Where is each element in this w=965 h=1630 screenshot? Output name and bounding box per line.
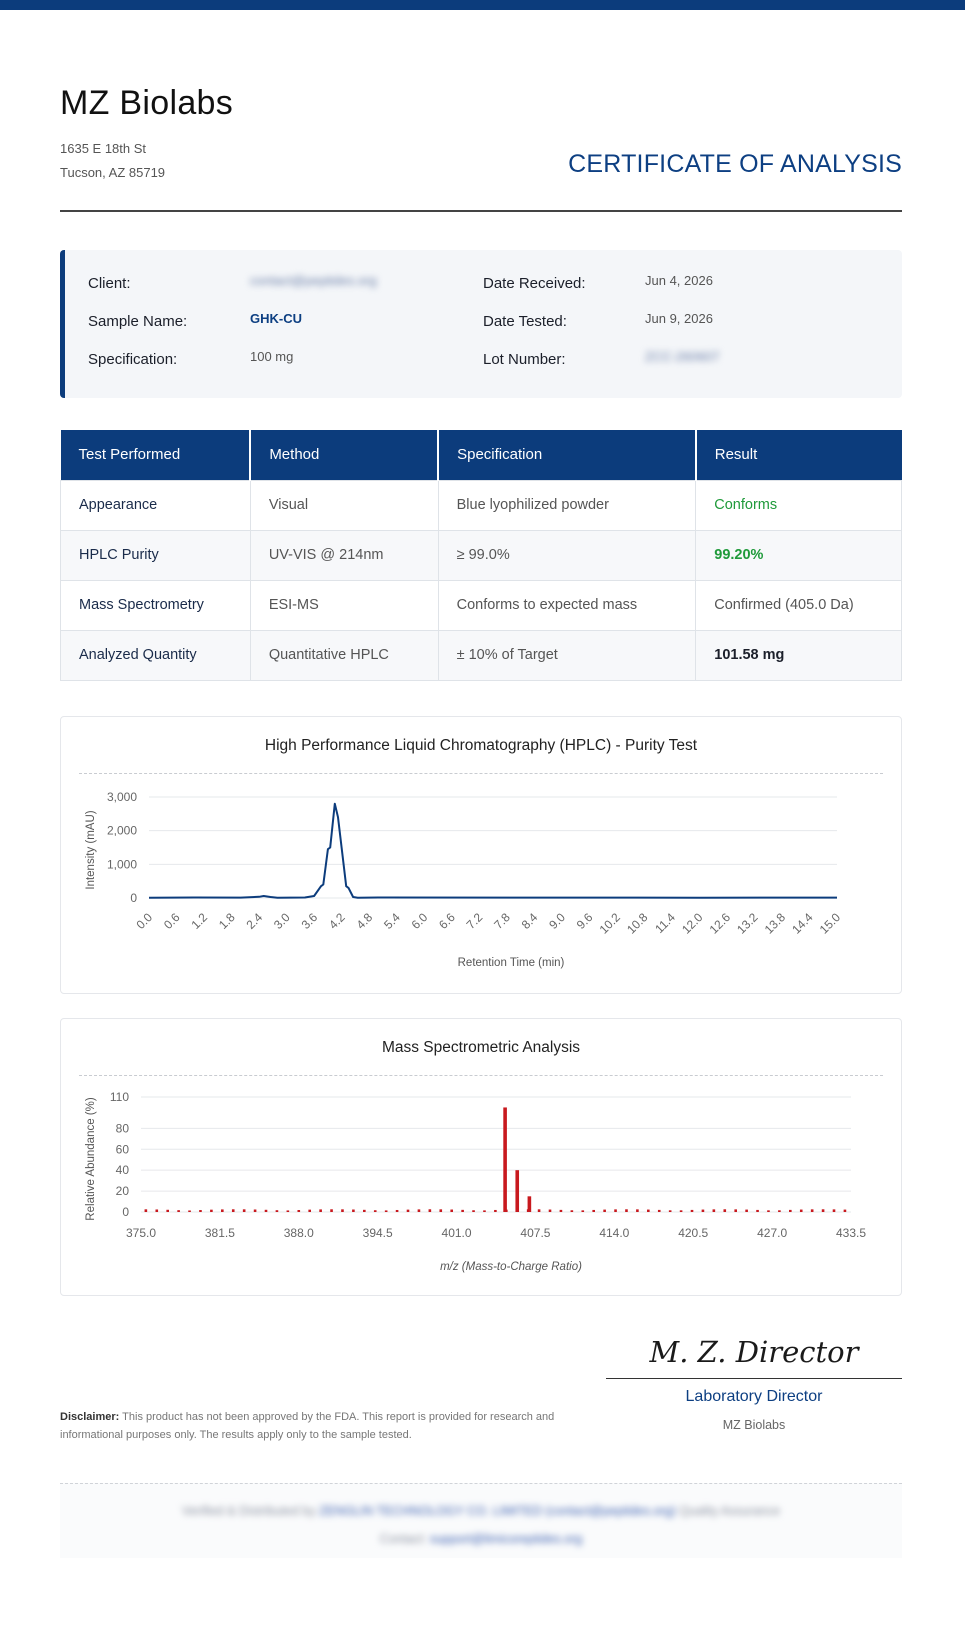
ms-noise-bar	[614, 1209, 617, 1212]
header-test-performed: Test Performed	[61, 430, 251, 480]
cell-test: HPLC Purity	[61, 530, 251, 580]
hplc-x-tick-label: 5.4	[381, 910, 403, 932]
footer-distributor-text: Verified & Distributed by	[182, 1504, 316, 1518]
header-specification: Specification	[438, 430, 696, 480]
ms-noise-bar	[374, 1210, 377, 1212]
footer	[60, 1483, 902, 1558]
disclaimer	[60, 1408, 570, 1444]
ms-noise-bar	[636, 1209, 639, 1212]
ms-noise-bar	[461, 1210, 464, 1212]
ms-noise-bar	[756, 1210, 759, 1212]
ms-noise-bar	[210, 1210, 213, 1212]
hplc-x-tick-label: 12.0	[679, 910, 706, 937]
ms-noise-bar	[822, 1209, 825, 1212]
ms-noise-bar	[341, 1209, 344, 1212]
ms-noise-bar	[833, 1209, 836, 1212]
hplc-x-tick-label: 10.8	[624, 910, 651, 937]
ms-noise-bar	[691, 1210, 694, 1212]
ms-noise-bar	[145, 1209, 148, 1212]
ms-noise-bar	[319, 1209, 322, 1212]
disclaimer-label: Disclaimer:	[60, 1411, 120, 1423]
cell-test: Appearance	[61, 480, 251, 530]
table-row	[61, 630, 902, 680]
header-divider	[60, 210, 902, 212]
date-received-label: Date Received:	[483, 275, 586, 292]
ms-y-tick-label: 0	[122, 1205, 129, 1219]
hplc-x-tick-label: 13.2	[734, 910, 761, 937]
hplc-chart-card	[60, 716, 902, 994]
footer-distributor-link[interactable]: ZENGLIN TECHNOLOGY CO. LIMITED (contact@peptides.org)	[318, 1504, 676, 1518]
ms-noise-bar	[155, 1209, 158, 1212]
cell-specification: ≥ 99.0%	[438, 530, 696, 580]
director-signature: M. Z. Director	[649, 1335, 859, 1369]
specification-label: Specification:	[88, 351, 178, 368]
hplc-x-tick-label: 4.2	[326, 910, 348, 932]
results-table	[60, 430, 902, 681]
ms-noise-bar	[330, 1209, 333, 1212]
ms-noise-bar	[308, 1210, 311, 1212]
ms-noise-bar	[221, 1209, 224, 1212]
ms-noise-bar	[450, 1210, 453, 1212]
hplc-x-tick-label: 11.4	[652, 910, 679, 937]
signature-line	[606, 1378, 902, 1379]
hplc-y-tick-label: 1,000	[106, 857, 137, 872]
hplc-x-tick-label: 9.6	[573, 910, 596, 932]
client-value: contact@peptides.org	[250, 273, 377, 288]
ms-noise-bar	[571, 1210, 574, 1212]
ms-noise-bar	[603, 1210, 606, 1212]
ms-noise-bar	[789, 1210, 792, 1212]
date-tested-value: Jun 9, 2026	[645, 311, 713, 326]
cell-method: UV-VIS @ 214nm	[250, 530, 438, 580]
hplc-x-tick-label: 1.2	[188, 910, 211, 932]
ms-noise-bar	[177, 1210, 180, 1212]
mass-spec-chart	[61, 1019, 903, 1297]
header-method: Method	[250, 430, 438, 480]
hplc-x-tick-label: 9.0	[546, 910, 568, 932]
ms-noise-bar	[647, 1210, 650, 1212]
ms-noise-bar	[800, 1210, 803, 1212]
ms-y-tick-label: 40	[115, 1163, 129, 1178]
ms-x-tick-label: 388.0	[283, 1226, 314, 1240]
ms-x-tick-label: 427.0	[757, 1226, 788, 1240]
ms-noise-bar	[745, 1210, 748, 1212]
ms-x-axis-title: m/z (Mass-to-Charge Ratio)	[440, 1261, 582, 1273]
signatory-company: MZ Biolabs	[722, 1418, 786, 1432]
hplc-x-tick-label: 14.4	[789, 910, 816, 937]
ms-noise-bar	[669, 1210, 672, 1212]
hplc-x-tick-label: 10.2	[596, 910, 623, 937]
hplc-series-line	[149, 804, 837, 898]
ms-noise-bar	[439, 1209, 442, 1212]
ms-x-tick-label: 375.0	[125, 1226, 157, 1240]
cell-result: 99.20%	[696, 530, 902, 580]
table-row	[61, 530, 902, 580]
ms-noise-bar	[232, 1209, 235, 1212]
ms-noise-bar	[844, 1210, 847, 1212]
mass-spec-chart-title: Mass Spectrometric Analysis	[381, 1039, 581, 1056]
address-line-1: 1635 E 18th St	[60, 141, 147, 156]
ms-peak-bar	[503, 1107, 507, 1212]
ms-y-tick-label: 20	[115, 1184, 129, 1199]
ms-noise-bar	[429, 1209, 432, 1212]
hplc-y-tick-label: 0	[130, 891, 137, 905]
sample-name-value: GHK-CU	[250, 311, 302, 326]
ms-x-tick-label: 433.5	[835, 1226, 867, 1240]
cell-result: Confirmed (405.0 Da)	[696, 580, 902, 630]
hplc-x-tick-label: 0.0	[133, 910, 156, 932]
hplc-x-tick-label: 6.0	[408, 910, 431, 932]
footer-contact-text: Contact:	[379, 1532, 427, 1546]
hplc-chart-title: High Performance Liquid Chromatography (HPLC) - Purity Test	[264, 737, 698, 754]
ms-y-tick-label: 60	[115, 1142, 129, 1157]
cell-test: Mass Spectrometry	[61, 580, 251, 630]
footer-line-2	[60, 1532, 902, 1546]
hplc-x-tick-label: 4.8	[353, 910, 376, 932]
lot-number-label: Lot Number:	[483, 351, 566, 368]
ms-noise-bar	[625, 1209, 628, 1212]
ms-x-tick-label: 381.5	[204, 1226, 235, 1240]
cell-result: 101.58 mg	[696, 630, 902, 680]
ms-noise-bar	[560, 1210, 563, 1212]
hplc-x-tick-label: 2.4	[243, 910, 266, 932]
ms-x-tick-label: 401.0	[441, 1226, 472, 1240]
ms-noise-bar	[734, 1209, 737, 1212]
hplc-x-tick-label: 15.0	[816, 910, 844, 937]
ms-x-tick-label: 414.0	[599, 1226, 630, 1240]
client-label: Client:	[88, 275, 131, 292]
sample-info-panel	[60, 250, 902, 398]
ms-noise-bar	[385, 1210, 388, 1212]
ms-noise-bar	[680, 1210, 683, 1212]
company-name: MZ Biolabs	[60, 84, 234, 122]
date-tested-label: Date Tested:	[483, 313, 567, 330]
lot-number-value: ZCC-260607	[645, 349, 720, 364]
ms-noise-bar	[287, 1210, 290, 1212]
sample-name-label: Sample Name:	[88, 313, 188, 330]
signatory-title: Laboratory Director	[685, 1388, 823, 1405]
results-header-row	[61, 430, 902, 480]
cell-method: Quantitative HPLC	[250, 630, 438, 680]
ms-x-tick-label: 420.5	[678, 1226, 709, 1240]
ms-noise-bar	[483, 1210, 486, 1212]
hplc-y-tick-label: 2,000	[106, 823, 137, 838]
hplc-x-tick-label: 0.6	[160, 910, 183, 932]
cell-specification: Blue lyophilized powder	[438, 480, 696, 530]
cell-test: Analyzed Quantity	[61, 630, 251, 680]
ms-peak-bar	[528, 1196, 532, 1212]
table-row	[61, 580, 902, 630]
header-result: Result	[696, 430, 902, 480]
ms-noise-bar	[713, 1209, 716, 1212]
ms-y-tick-label: 80	[115, 1121, 129, 1136]
ms-noise-bar	[538, 1209, 541, 1212]
cell-method: Visual	[250, 480, 438, 530]
ms-x-tick-label: 394.5	[362, 1226, 393, 1240]
ms-noise-bar	[199, 1210, 202, 1212]
ms-noise-bar	[472, 1210, 475, 1212]
cell-specification: Conforms to expected mass	[438, 580, 696, 630]
hplc-x-tick-label: 13.8	[761, 910, 789, 937]
ms-noise-bar	[723, 1209, 726, 1212]
ms-noise-bar	[581, 1210, 584, 1212]
ms-noise-bar	[418, 1209, 421, 1212]
top-accent-bar	[0, 0, 965, 10]
ms-noise-bar	[549, 1210, 552, 1212]
ms-noise-bar	[396, 1210, 399, 1212]
ms-peak-bar	[515, 1170, 519, 1212]
ms-noise-bar	[407, 1210, 410, 1212]
hplc-x-tick-label: 12.6	[706, 910, 734, 937]
cell-specification: ± 10% of Target	[438, 630, 696, 680]
table-row	[61, 480, 902, 530]
ms-noise-bar	[658, 1210, 661, 1212]
ms-noise-bar	[702, 1210, 705, 1212]
footer-line-1	[60, 1504, 902, 1518]
ms-noise-bar	[767, 1210, 770, 1212]
ms-noise-bar	[276, 1210, 279, 1212]
ms-noise-bar	[494, 1210, 497, 1212]
ms-noise-bar	[363, 1210, 366, 1212]
address-line-2: Tucson, AZ 85719	[60, 165, 166, 180]
ms-noise-bar	[297, 1210, 300, 1212]
ms-noise-bar	[592, 1210, 595, 1212]
hplc-y-axis-title: Intensity (mAU)	[85, 810, 97, 890]
hplc-chart	[61, 717, 903, 995]
footer-contact-link[interactable]: support@limicoreptides.org	[429, 1532, 583, 1546]
hplc-x-tick-label: 1.8	[215, 910, 238, 932]
ms-noise-bar	[811, 1209, 814, 1212]
ms-x-tick-label: 407.5	[520, 1226, 551, 1240]
hplc-x-tick-label: 8.4	[518, 910, 541, 932]
ms-noise-bar	[254, 1209, 257, 1212]
specification-value: 100 mg	[250, 349, 294, 364]
ms-noise-bar	[188, 1210, 191, 1212]
ms-y-axis-title: Relative Abundance (%)	[85, 1097, 97, 1221]
ms-noise-bar	[166, 1210, 169, 1212]
mass-spec-chart-card	[60, 1018, 902, 1296]
ms-noise-bar	[243, 1209, 246, 1212]
disclaimer-text: This product has not been approved by the FDA. This report is provided for research and informational purposes only. The results apply only to the sample tested.	[60, 1411, 555, 1441]
hplc-x-tick-label: 7.8	[491, 910, 513, 932]
document-title: CERTIFICATE OF ANALYSIS	[568, 150, 902, 178]
cell-method: ESI-MS	[250, 580, 438, 630]
ms-noise-bar	[265, 1210, 268, 1212]
hplc-x-tick-label: 6.6	[436, 910, 458, 932]
hplc-x-tick-label: 3.6	[298, 910, 321, 932]
footer-qa-text: Quality Assurance	[679, 1504, 780, 1518]
cell-result: Conforms	[696, 480, 902, 530]
hplc-x-tick-label: 3.0	[271, 910, 293, 932]
ms-y-tick-label: 110	[109, 1090, 129, 1104]
ms-noise-bar	[778, 1210, 781, 1212]
hplc-x-tick-label: 7.2	[463, 910, 486, 932]
ms-noise-bar	[352, 1210, 355, 1212]
hplc-x-axis-title: Retention Time (min)	[457, 957, 565, 969]
date-received-value: Jun 4, 2026	[645, 273, 713, 288]
hplc-y-tick-label: 3,000	[106, 790, 137, 804]
